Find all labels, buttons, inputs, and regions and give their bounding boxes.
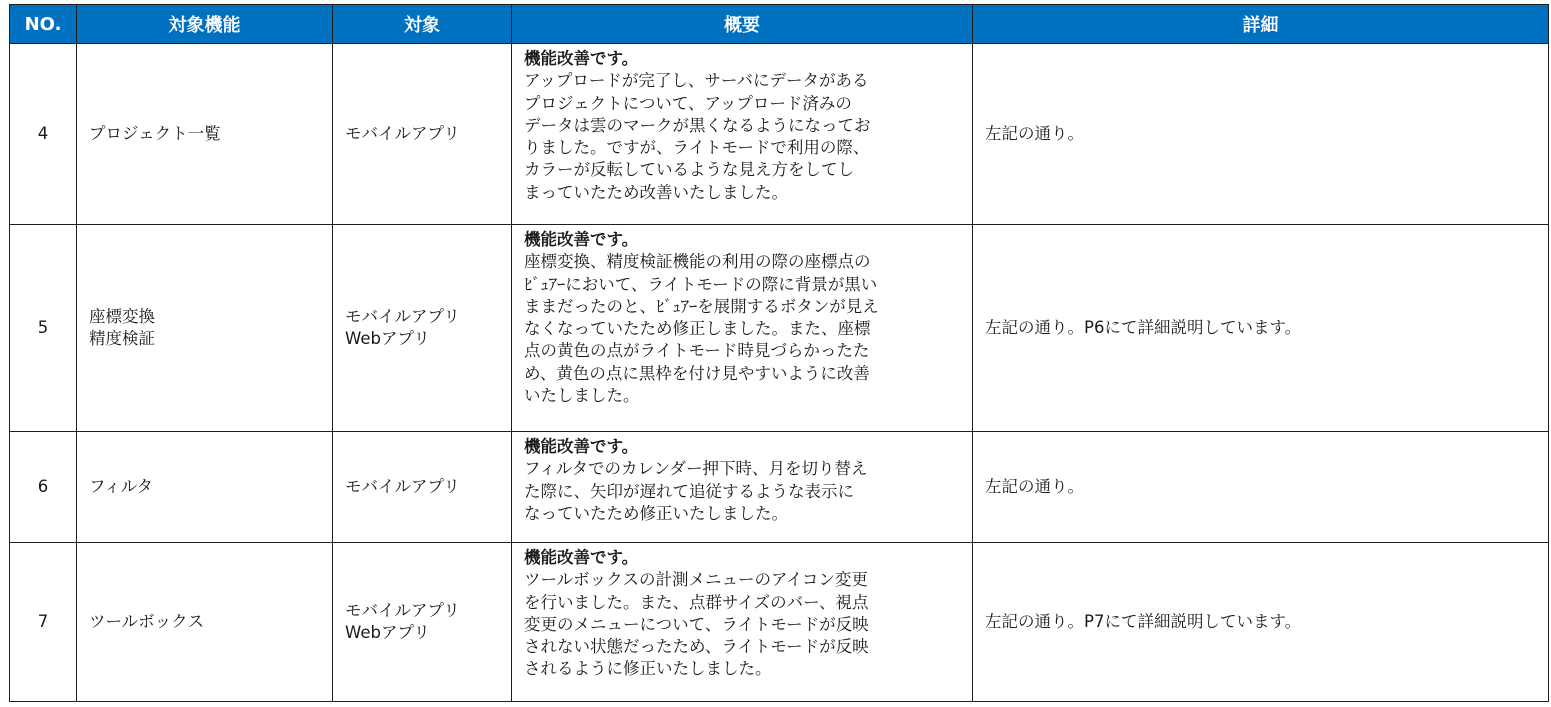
summary-title: 機能改善です。: [524, 230, 639, 249]
row-no: 6: [10, 432, 77, 543]
row-detail: 左記の通り。: [973, 432, 1549, 543]
row-target: モバイルアプリ: [333, 44, 512, 225]
summary-body: 座標変換、精度検証機能の利用の際の座標点の ﾋﾞｭｱｰにおいて、ライトモードの際に背景が黒い ままだったのと、ﾋﾞｭｱｰを展開するボタンが見え なくなっていたため修正しました。また、座標 点の黄色の点がライトモード時見づらかったた め、黄色の点に黒枠を付け見やすいように改善 いたしました。: [524, 252, 879, 406]
table-row: [10, 432, 1549, 543]
header-summary: 概要: [512, 5, 973, 44]
row-summary: [512, 543, 973, 702]
summary-title: 機能改善です。: [524, 548, 639, 567]
row-summary: [512, 225, 973, 432]
summary-title: 機能改善です。: [524, 437, 639, 456]
row-function: ツールボックス: [77, 543, 333, 702]
row-function: フィルタ: [77, 432, 333, 543]
release-notes-table-wrapper: [9, 4, 1548, 702]
table-row: [10, 543, 1549, 702]
header-function: 対象機能: [77, 5, 333, 44]
row-summary: [512, 44, 973, 225]
row-no: 7: [10, 543, 77, 702]
row-summary: [512, 432, 973, 543]
row-target: モバイルアプリ Webアプリ: [333, 225, 512, 432]
row-detail: 左記の通り。: [973, 44, 1549, 225]
row-no: 5: [10, 225, 77, 432]
header-no: NO.: [10, 5, 77, 44]
table-header-row: [10, 5, 1549, 44]
row-target: モバイルアプリ: [333, 432, 512, 543]
header-detail: 詳細: [973, 5, 1549, 44]
summary-body: フィルタでのカレンダー押下時、月を切り替え た際に、矢印が遅れて追従するような表示に なっていたため修正いたしました。: [524, 459, 868, 523]
row-no: 4: [10, 44, 77, 225]
row-detail: 左記の通り。P6にて詳細説明しています。: [973, 225, 1549, 432]
release-notes-table: [9, 4, 1549, 702]
row-target: モバイルアプリ Webアプリ: [333, 543, 512, 702]
table-row: [10, 225, 1549, 432]
table-row: [10, 44, 1549, 225]
row-function: プロジェクト一覧: [77, 44, 333, 225]
header-target: 対象: [333, 5, 512, 44]
row-function: 座標変換 精度検証: [77, 225, 333, 432]
summary-body: ツールボックスの計測メニューのアイコン変更 を行いました。また、点群サイズのバー、視点 変更のメニューについて、ライトモードが反映 されない状態だったため、ライトモードが反映 されるように修正いたしました。: [524, 570, 869, 679]
summary-body: アップロードが完了し、サーバにデータがある プロジェクトについて、アップロード済みの データは雲のマークが黒くなるようになってお りました。ですが、ライトモードで利用の際、 カラーが反転しているような見え方をしてし まっていたため改善いたしました。: [524, 71, 871, 202]
summary-title: 機能改善です。: [524, 49, 639, 68]
row-detail: 左記の通り。P7にて詳細説明しています。: [973, 543, 1549, 702]
